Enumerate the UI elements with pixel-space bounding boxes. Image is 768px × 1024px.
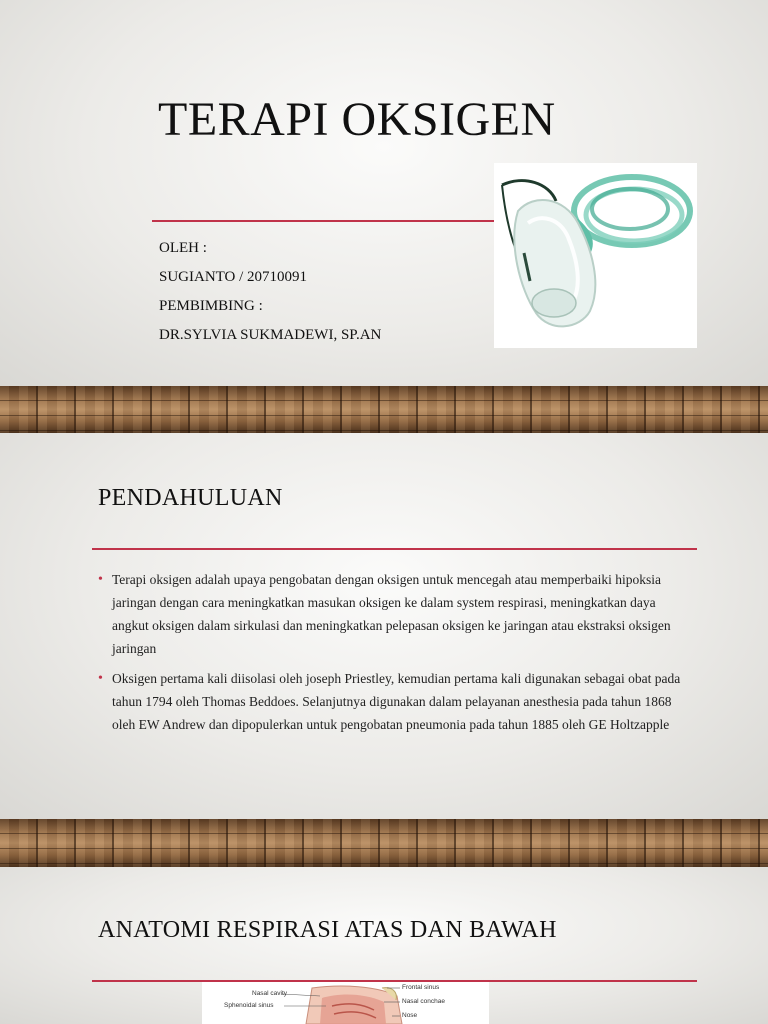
label-nose: Nose xyxy=(402,1012,418,1019)
bullet-text: Oksigen pertama kali diisolasi oleh joseph Priestley, kemudian pertama kali digunakan sebagai obat pada tahun 1794 oleh Thomas Beddoes. Selanjutnya digunakan dalam pelayanan anesthesia pada tahun 1868 oleh EW Andrew dan dipopulerkan untuk pengobatan pneumonia pada tahun 1885 oleh GE Holtzapple xyxy=(112,671,681,732)
anatomy-diagram xyxy=(202,982,489,1024)
list-item xyxy=(98,568,688,660)
author-block xyxy=(159,234,381,350)
slide-title-heading: TERAPI OKSIGEN xyxy=(158,93,556,146)
accent-divider xyxy=(152,220,498,222)
author-label: OLEH : xyxy=(159,240,207,256)
oxygen-mask-icon xyxy=(494,163,697,348)
author-name: SUGIANTO / 20710091 xyxy=(159,269,308,285)
accent-divider xyxy=(92,548,697,550)
introduction-heading: PENDAHULUAN xyxy=(98,485,283,511)
introduction-bullet-list xyxy=(98,568,688,743)
label-nasal-cavity: Nasal cavity xyxy=(252,990,288,997)
slide-introduction xyxy=(0,433,768,819)
slide-anatomy xyxy=(0,867,768,1024)
label-frontal-sinus: Frontal sinus xyxy=(402,984,440,991)
slide-title xyxy=(0,0,768,386)
bullet-icon: • xyxy=(98,572,103,587)
label-nasal-conchae: Nasal conchae xyxy=(402,998,445,1005)
list-item xyxy=(98,667,688,736)
wood-floor-divider xyxy=(0,819,768,867)
oxygen-mask-image xyxy=(494,163,697,348)
supervisor-label: PEMBIMBING : xyxy=(159,298,263,314)
label-sphenoidal-sinus: Sphenoidal sinus xyxy=(224,1002,274,1009)
anatomy-heading: ANATOMI RESPIRASI ATAS DAN BAWAH xyxy=(98,917,557,943)
bullet-icon: • xyxy=(98,671,103,686)
bullet-text: Terapi oksigen adalah upaya pengobatan dengan oksigen untuk mencegah atau memperbaiki hipoksia jaringan dengan cara meningkatkan masukan oksigen ke dalam system respirasi, meningkatkan daya angkut oksigen dalam sirkulasi dan meningkatkan pelepasan oksigen ke jaringan atau ekstraksi oksigen jaringan xyxy=(112,572,671,656)
wood-floor-divider xyxy=(0,386,768,433)
supervisor-name: DR.SYLVIA SUKMADEWI, SP.AN xyxy=(159,327,382,343)
